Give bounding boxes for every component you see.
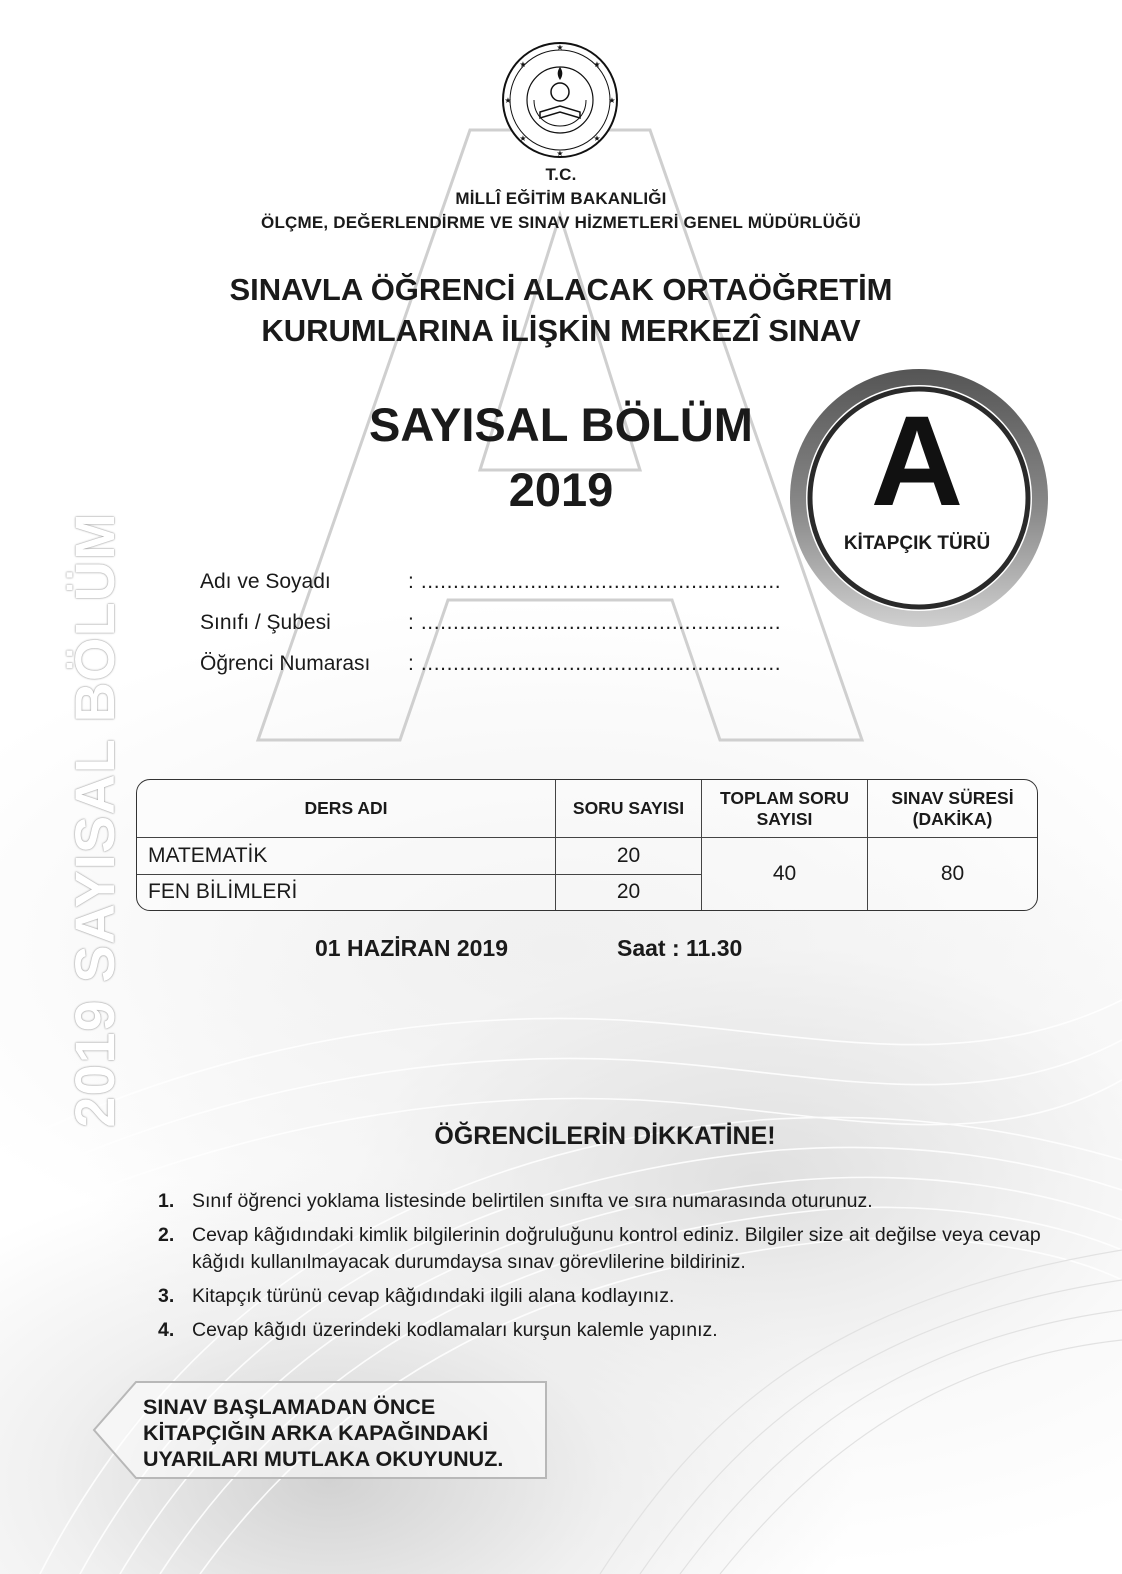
notice-list	[158, 1188, 1058, 1351]
course-name: MATEMATİK	[137, 838, 556, 874]
exam-subject: SAYISAL BÖLÜM	[369, 398, 753, 451]
list-item-number: 2.	[158, 1224, 175, 1246]
list-item-text: Cevap kâğıdı üzerindeki kodlamaları kurşun kalemle yapınız.	[192, 1319, 718, 1341]
notice-title	[0, 1122, 1122, 1151]
exam-year: 2019	[508, 463, 614, 516]
list-item-text: Kitapçık türünü cevap kâğıdındaki ilgili alana kodlayınız.	[192, 1285, 675, 1307]
ministry-seal-icon	[500, 40, 620, 160]
exam-info-table	[136, 779, 1038, 911]
form-field-number[interactable]: : ........................................................	[408, 652, 782, 675]
svg-text:★: ★	[608, 96, 616, 105]
svg-text:★: ★	[519, 60, 527, 69]
spine-label	[63, 460, 126, 1180]
spine-text: 2019 SAYISAL BÖLÜM	[63, 512, 126, 1128]
table-header-row	[137, 780, 1037, 838]
course-name: FEN BİLİMLERİ	[137, 875, 556, 910]
exam-title-line1: SINAVLA ÖĞRENCİ ALACAK ORTAÖĞRETİM	[229, 272, 893, 307]
total-questions: 40	[702, 838, 868, 910]
header-course: DERS ADI	[137, 780, 556, 838]
warning-line2: KİTAPÇIĞIN ARKA KAPAĞINDAKİ	[143, 1421, 489, 1445]
list-item-number: 3.	[158, 1285, 175, 1307]
question-count: 20	[556, 838, 702, 874]
exam-date: 01 HAZİRAN 2019	[315, 935, 509, 961]
header-total-questions: TOPLAM SORU SAYISI	[702, 780, 868, 838]
list-item	[158, 1222, 1058, 1276]
booklet-letter: A	[870, 390, 964, 533]
duration: 80	[940, 862, 965, 886]
header-question-count: SORU SAYISI	[556, 780, 702, 838]
header-tc: T.C.	[545, 165, 577, 184]
form-field-name[interactable]: : ........................................................	[408, 570, 782, 593]
exam-time: Saat : 11.30	[617, 935, 743, 961]
header-duration: SINAV SÜRESİ (DAKİKA)	[868, 780, 1037, 838]
svg-text:★: ★	[519, 134, 527, 143]
list-item	[158, 1283, 1058, 1310]
list-item-text: Cevap kâğıdındaki kimlik bilgilerinin doğruluğunu kontrol ediniz. Bilgiler size ait değilse veya cevap kâğıdı kullanılmayacak durumdaysa sınav görevlilerine bildiriniz.	[192, 1224, 1041, 1273]
list-item	[158, 1188, 1058, 1215]
table-row	[137, 838, 1037, 874]
form-label-class: Sınıfı / Şubesi	[200, 611, 331, 634]
svg-text:★: ★	[504, 96, 512, 105]
header-department: ÖLÇME, DEĞERLENDİRME VE SINAV HİZMETLERİ GENEL MÜDÜRLÜĞÜ	[261, 213, 861, 232]
list-item	[158, 1317, 1058, 1344]
svg-text:★: ★	[556, 43, 564, 52]
form-label-number: Öğrenci Numarası	[200, 652, 371, 675]
exam-title-line2: KURUMLARINA İLİŞKİN MERKEZÎ SINAV	[261, 313, 861, 348]
list-item-number: 4.	[158, 1319, 175, 1341]
question-count: 20	[556, 875, 702, 910]
warning-line1: SINAV BAŞLAMADAN ÖNCE	[143, 1395, 436, 1419]
form-label-name: Adı ve Soyadı	[200, 570, 331, 593]
warning-text	[143, 1394, 503, 1472]
form-field-class[interactable]: : ........................................................	[408, 611, 782, 634]
list-item-text: Sınıf öğrenci yoklama listesinde belirtilen sınıfta ve sıra numarasında oturunuz.	[192, 1190, 873, 1212]
warning-line3: UYARILARI MUTLAKA OKUYUNUZ.	[143, 1447, 504, 1471]
svg-text:★: ★	[556, 149, 564, 158]
svg-text:★: ★	[593, 134, 601, 143]
svg-text:★: ★	[593, 60, 601, 69]
header-ministry: MİLLÎ EĞİTİM BAKANLIĞI	[455, 189, 667, 208]
list-item-number: 1.	[158, 1190, 175, 1212]
notice-title-text: ÖĞRENCİLERİN DİKKATİNE!	[434, 1122, 776, 1150]
booklet-label: KİTAPÇIK TÜRÜ	[843, 533, 991, 554]
